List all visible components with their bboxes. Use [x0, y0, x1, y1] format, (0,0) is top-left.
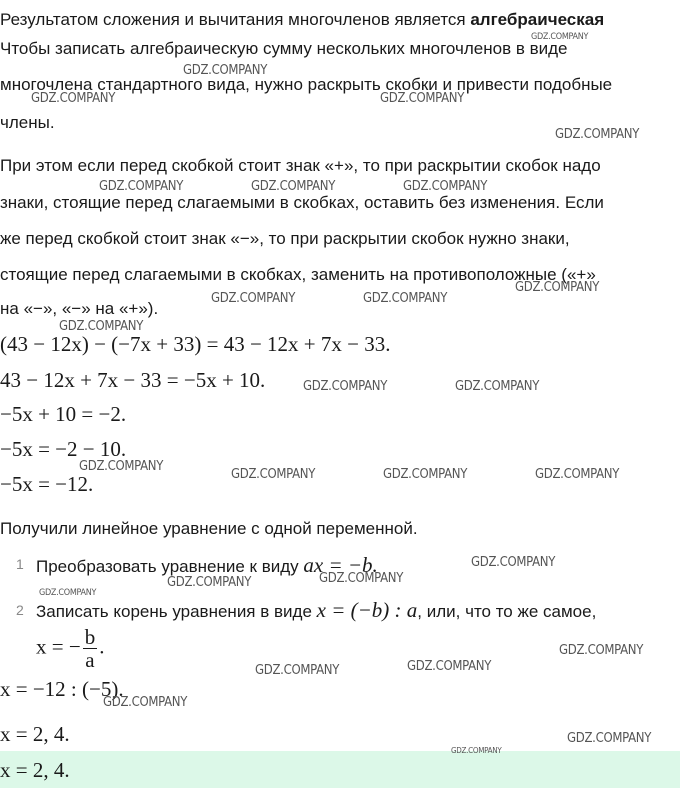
linear-note: Получили линейное уравнение с одной переменной. [0, 519, 418, 538]
watermark: GDZ.COMPANY [211, 291, 296, 306]
watermark: GDZ.COMPANY [319, 571, 404, 586]
rule-line-2: знаки, стоящие перед слагаемыми в скобках, оставить без изменения. Если [0, 193, 604, 212]
equation-2: 43 − 12x + 7x − 33 = −5x + 10. [0, 368, 266, 392]
equation-3: −5x + 10 = −2. [0, 402, 127, 426]
solution-line-1: x = −12 : (−5). [0, 677, 124, 701]
watermark: GDZ.COMPANY [471, 555, 556, 570]
step-2: Записать корень уравнения в виде x = (−b) : a, или, что то же самое, [36, 598, 597, 622]
watermark: GDZ.COMPANY [407, 659, 492, 674]
answer-box [0, 751, 680, 788]
watermark: GDZ.COMPANY [380, 91, 465, 106]
watermark: GDZ.COMPANY [251, 179, 336, 194]
answer: x = 2, 4. [0, 758, 70, 782]
watermark: GDZ.COMPANY [567, 731, 652, 746]
watermark: GDZ.COMPANY [231, 467, 316, 482]
watermark: GDZ.COMPANY [303, 379, 388, 394]
watermark: GDZ.COMPANY [455, 379, 540, 394]
watermark: GDZ.COMPANY [167, 575, 252, 590]
watermark: GDZ.COMPANY [183, 63, 268, 78]
watermark: GDZ.COMPANY [31, 91, 116, 106]
watermark: GDZ.COMPANY [103, 695, 188, 710]
watermark: GDZ.COMPANY [383, 467, 468, 482]
watermark: GDZ.COMPANY [39, 588, 97, 598]
watermark: GDZ.COMPANY [403, 179, 488, 194]
step-2-number: 2 [16, 602, 24, 618]
rule-line-3: же перед скобкой стоит знак «−», то при раскрытии скобок нужно знаки, [0, 229, 570, 248]
watermark: GDZ.COMPANY [559, 643, 644, 658]
rule-line-1: При этом если перед скобкой стоит знак «+», то при раскрытии скобок надо [0, 156, 601, 175]
rule-line-4: стоящие перед слагаемыми в скобках, заменить на противоположные («+» [0, 265, 596, 284]
step-2-math: x = (−b) : a [316, 598, 418, 622]
intro-line-1: Результатом сложения и вычитания многочленов является алгебраическая [0, 10, 605, 29]
watermark: GDZ.COMPANY [555, 127, 640, 142]
solution-line-2: x = 2, 4. [0, 722, 70, 746]
intro-line-4: члены. [0, 113, 55, 132]
watermark: GDZ.COMPANY [59, 319, 144, 334]
bold-term: алгебраическая [470, 10, 605, 29]
watermark: GDZ.COMPANY [255, 663, 340, 678]
step-2-formula: x = − $\frac{b}{a}$ . [36, 625, 105, 672]
equation-4: −5x = −2 − 10. [0, 437, 127, 461]
watermark: GDZ.COMPANY [531, 32, 589, 42]
watermark: GDZ.COMPANY [535, 467, 620, 482]
intro-line-2: Чтобы записать алгебраическую сумму нескольких многочленов в виде [0, 39, 568, 58]
watermark: GDZ.COMPANY [451, 746, 502, 755]
equation-1: (43 − 12x) − (−7x + 33) = 43 − 12x + 7x − 33. [0, 332, 391, 356]
step-1: Преобразовать уравнение к виду ax = −b. [36, 553, 378, 577]
watermark: GDZ.COMPANY [363, 291, 448, 306]
rule-line-5: на «−», «−» на «+»). [0, 299, 159, 318]
watermark: GDZ.COMPANY [79, 459, 164, 474]
equation-5: −5x = −12. [0, 472, 94, 496]
intro-line-3: многочлена стандартного вида, нужно раскрыть скобки и привести подобные [0, 75, 613, 94]
step-1-math: ax = −b. [303, 553, 378, 577]
step-1-number: 1 [16, 556, 24, 572]
watermark: GDZ.COMPANY [99, 179, 184, 194]
watermark: GDZ.COMPANY [515, 280, 600, 295]
fraction: $\frac{b}{a}$ [84, 625, 96, 672]
